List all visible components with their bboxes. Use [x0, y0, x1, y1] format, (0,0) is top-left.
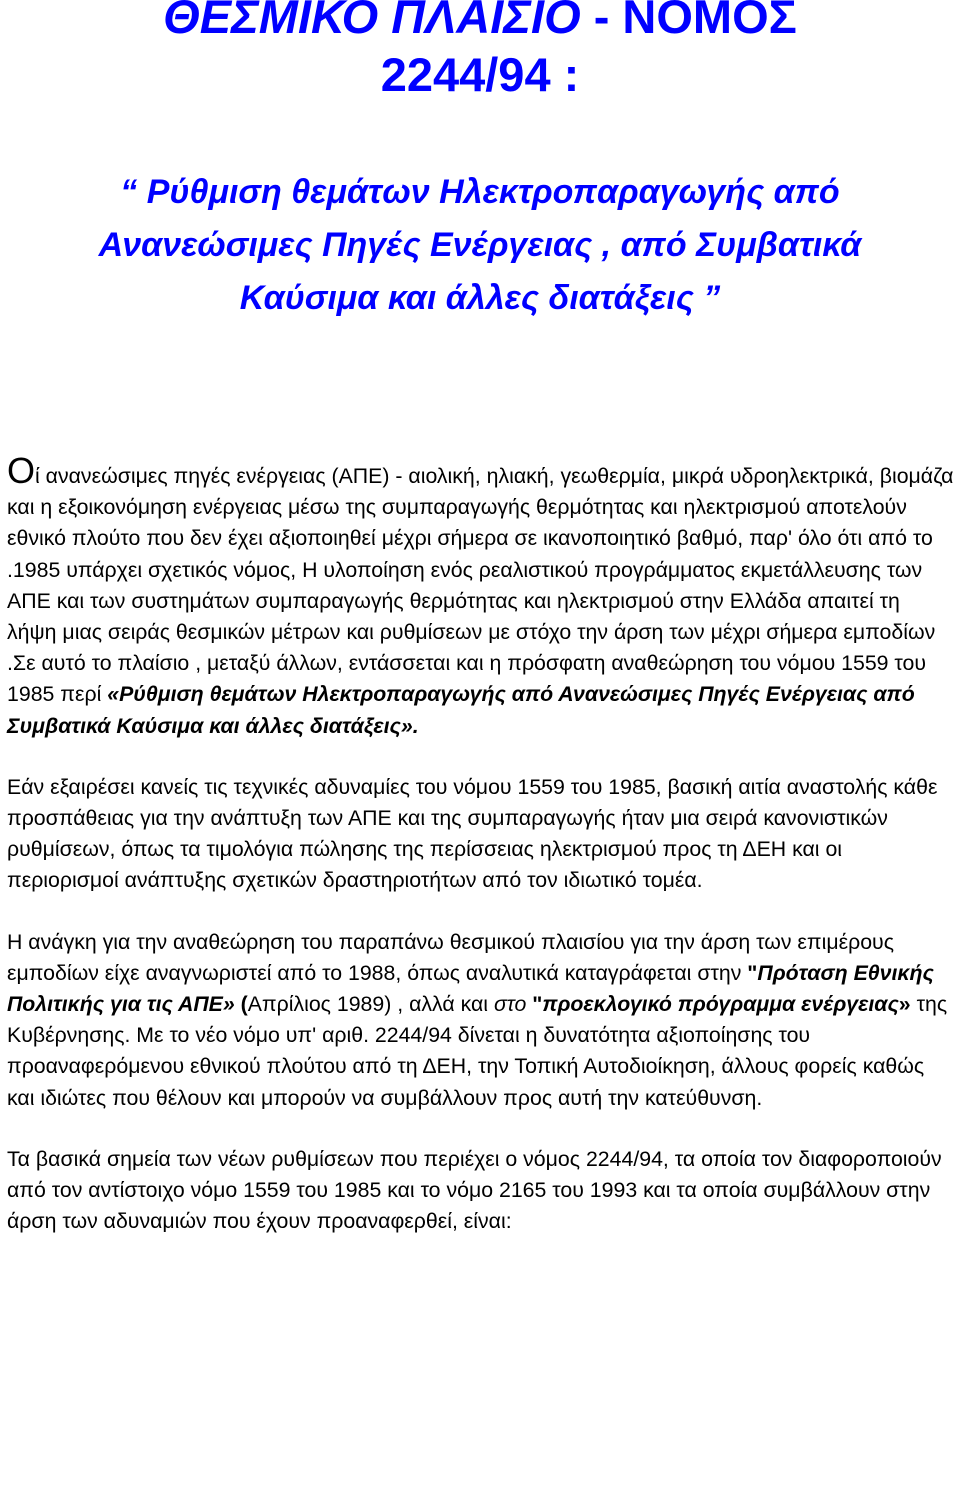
- paragraph-2: Εάν εξαιρέσει κανείς τις τεχνικές αδυναμίες του νόμου 1559 του 1985, βασική αιτία αναστολής κάθε προσπάθειας για την ανάπτυξη των ΑΠΕ και της συμπαραγωγής ήταν μια σειρά κανονιστικών ρυθμίσεων, όπως τα τιμολόγια πώλησης της περίσσειας ηλεκτρισμού προς τη ΔΕΗ και οι περιορισμοί ανάπτυξης σχετικών δραστηριοτήτων από τον ιδιωτικό τομέα.: [7, 774, 938, 893]
- title-line2: 2244/94 :: [380, 48, 580, 101]
- quote-open: ": [747, 960, 758, 985]
- subtitle-line3: Καύσιμα και άλλες διατάξεις ”: [239, 279, 721, 317]
- title-italic: ΘΕΣΜΙΚΟ ΠΛΑΙΣΙΟ: [163, 0, 581, 43]
- body-text: [7, 450, 955, 1267]
- page-title: [0, 0, 960, 104]
- quote-open-2: ": [532, 992, 543, 1017]
- law-title-emphasis: «Ρύθμιση θεμάτων Ηλεκτροπαραγωγής από Ανανεώσιμες Πηγές Ενέργειας από Συμβατικά Καύσιμα και άλλες διατάξεις».: [7, 682, 915, 738]
- paren-open: (: [234, 992, 248, 1017]
- subtitle-line1: “ Ρύθμιση θεμάτων Ηλεκτροπαραγωγής από: [120, 173, 840, 211]
- paragraph-1: [7, 450, 955, 742]
- paragraph-3-text-b: Απρίλιος 1989) , αλλά και: [247, 992, 494, 1017]
- program-title: προεκλογικό πρόγραμμα ενέργειας: [542, 992, 899, 1017]
- drop-cap: Ο: [7, 450, 36, 491]
- paragraph-3: [7, 927, 955, 1114]
- title-rest: - ΝΟΜΟΣ: [580, 0, 797, 43]
- paragraph-4: Τα βασικά σημεία των νέων ρυθμίσεων που περιέχει ο νόμος 2244/94, τα οποία τον διαφοροποιούν από τον αντίστοιχο νόμο 1559 του 1985 και το νόμο 2165 του 1993 και τα οποία συμβάλλουν στην άρση των αδυναμιών που έχουν προαναφερθεί, είναι:: [7, 1146, 942, 1234]
- paragraph-3-text-a: Η ανάγκη για την αναθεώρηση του παραπάνω θεσμικού πλαισίου για την άρση των επιμέρους εμποδίων είχε αναγνωριστεί από το 1988, όπως αναλυτικά καταγράφεται στην: [7, 929, 894, 985]
- subtitle: [0, 166, 960, 325]
- policy-proposal-title: Πρόταση Εθνικής Πολιτικής για τις ΑΠΕ»: [7, 960, 934, 1017]
- subtitle-line2: Ανανεώσιμες Πηγές Ενέργειας , από Συμβατικά: [98, 226, 862, 264]
- paragraph-3-italic: στο: [493, 992, 527, 1017]
- paragraph-1-text: ί ανανεώσιμες πηγές ενέργειας (ΑΠΕ) - αιολική, ηλιακή, γεωθερμία, μικρά υδροηλεκτρικά, βιομάζα και η εξοικονόμηση ενέργειας μέσω της συμπαραγωγής θερμότητας και ηλεκτρισμού αποτελούν εθνικό πλούτο που δεν έχει αξιοποιηθεί μέχρι σήμερα σε ικανοποιητικό βαθμό, παρ' όλο ότι από το .1985 υπάρχει σχετικός νόμος, Η υλοποίηση ενός ρεαλιστικού προγράμματος εκμετάλλευσης των ΑΠΕ και των συστημάτων συμπαραγωγής θερμότητας και ηλεκτρισμού στην Ελλάδα απαιτεί τη λήψη μιας σειράς θεσμικών μέτρων και ρυθμίσεων με στόχο την άρση των μέχρι σήμερα εμποδίων .Σε αυτό το πλαίσιο , μεταξύ άλλων, εντάσσεται και η πρόσφατη αναθεώρηση του νόμου 1559 του 1985 περί: [7, 464, 954, 707]
- quote-close: »: [898, 992, 911, 1017]
- paragraph-3-text-c: της Κυβέρνησης. Με το νέο νόμο υπ' αριθ. 2244/94 δίνεται η δυνατότητα αξιοποίησης του προαναφερόμενου εθνικού πλούτου από τη ΔΕΗ, την Τοπική Αυτοδιοίκηση, άλλους φορείς καθώς και ιδιώτες που θέλουν και μπορούν να συμβάλλουν προς αυτή την κατεύθυνση.: [7, 992, 948, 1110]
